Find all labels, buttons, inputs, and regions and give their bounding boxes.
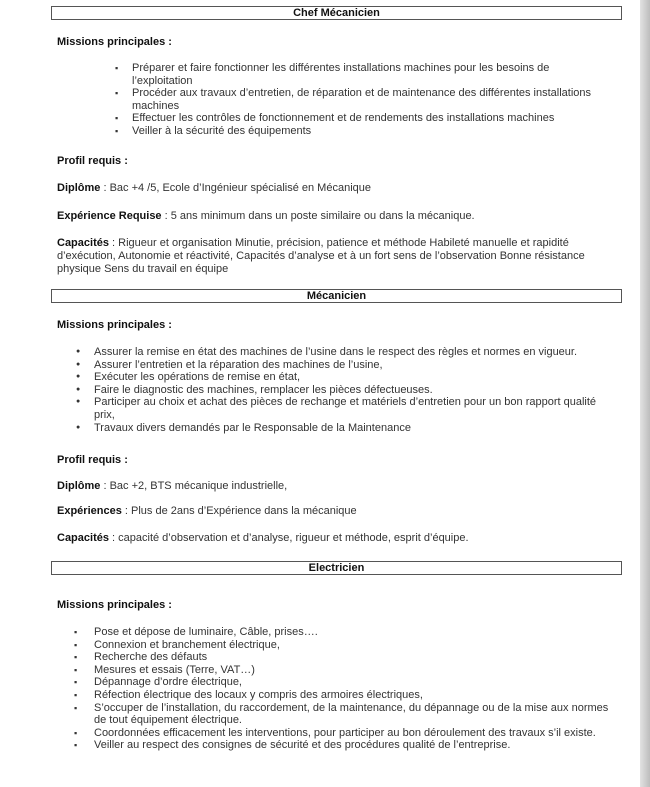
list-item: ▪ Pose et dépose de luminaire, Câble, prises…. (94, 626, 609, 639)
profil-heading: Profil requis : (57, 155, 128, 167)
experience-value: : 5 ans minimum dans un poste similaire ou dans la mécanique. (161, 210, 475, 222)
capacites-value: : capacité d’observation et d’analyse, rigueur et méthode, esprit d’équipe. (108, 532, 469, 544)
list-item: ▪ Recherche des défauts (94, 651, 609, 664)
missions-heading: Missions principales : (57, 36, 172, 48)
list-item: ● Faire le diagnostic des machines, remplacer les pièces défectueuses. (94, 384, 604, 397)
diplome-value: : Bac +4 /5, Ecole d’Ingénieur spécialisé en Mécanique (100, 182, 371, 194)
section-title-chef-mecanicien: Chef Mécanicien (51, 6, 622, 20)
capacites-line (57, 532, 605, 545)
diplome-line (57, 480, 605, 493)
list-item: ▪ Dépannage d’ordre électrique, (94, 676, 609, 689)
experience-line (57, 505, 605, 518)
list-item: ▪ Veiller à la sécurité des équipements (132, 125, 602, 138)
experience-value: : Plus de 2ans d’Expérience dans la mécanique (121, 505, 357, 517)
experience-line (57, 210, 605, 223)
experience-label: Expérience Requise (57, 210, 162, 222)
list-item: ● Exécuter les opérations de remise en état, (94, 371, 604, 384)
list-item: ▪ Réfection électrique des locaux y compris des armoires électriques, (94, 689, 609, 702)
list-item: ▪ Mesures et essais (Terre, VAT…) (94, 664, 609, 677)
section-title-mecanicien: Mécanicien (51, 289, 622, 303)
capacites-line (57, 237, 605, 276)
diplome-value: : Bac +2, BTS mécanique industrielle, (100, 480, 288, 492)
list-item: ▪ Préparer et faire fonctionner les différentes installations machines pour les besoins de l’exploitation (132, 62, 602, 87)
list-item: ▪ Veiller au respect des consignes de sécurité et des procédures qualité de l’entreprise. (94, 739, 609, 752)
list-item: ● Assurer l’entretien et la réparation des machines de l’usine, (94, 359, 604, 372)
missions-list (132, 62, 602, 138)
list-item: ▪ Procéder aux travaux d’entretien, de réparation et de maintenance des différentes installations machines (132, 87, 602, 112)
experience-label: Expériences (57, 505, 122, 517)
missions-list (94, 346, 604, 434)
diplome-line (57, 182, 605, 195)
missions-heading: Missions principales : (57, 319, 172, 331)
list-item: ▪ Connexion et branchement électrique, (94, 639, 609, 652)
list-item: ▪ Coordonnées efficacement les interventions, pour participer au bon déroulement des travaux s’il existe. (94, 727, 609, 740)
diplome-label: Diplôme (57, 480, 101, 492)
list-item: ● Travaux divers demandés par le Responsable de la Maintenance (94, 422, 604, 435)
profil-heading: Profil requis : (57, 454, 128, 466)
capacites-value: : Rigueur et organisation Minutie, précision, patience et méthode Habileté manuelle et rapidité d’exécution, Autonomie et réactivité, Capacités d’analyse et à un fort sens de l’observation Bonne résistance physique Sens du travail en équipe (57, 237, 585, 275)
section-title-electricien: Electricien (51, 561, 622, 575)
list-item: ▪ Effectuer les contrôles de fonctionnement et de rendements des installations machines (132, 112, 602, 125)
list-item: ▪ S’occuper de l’installation, du raccordement, de la maintenance, du dépannage ou de la mise aux normes de tout équipement électrique. (94, 702, 609, 727)
list-item: ● Assurer la remise en état des machines de l’usine dans le respect des règles et normes en vigueur. (94, 346, 604, 359)
page-edge-shadow (640, 0, 650, 787)
diplome-label: Diplôme (57, 182, 101, 194)
missions-list (94, 626, 609, 752)
list-item: ● Participer au choix et achat des pièces de rechange et matériels d’entretien pour un bon rapport qualité prix, (94, 396, 604, 421)
capacites-label: Capacités (57, 237, 109, 249)
missions-heading: Missions principales : (57, 599, 172, 611)
capacites-label: Capacités (57, 532, 109, 544)
